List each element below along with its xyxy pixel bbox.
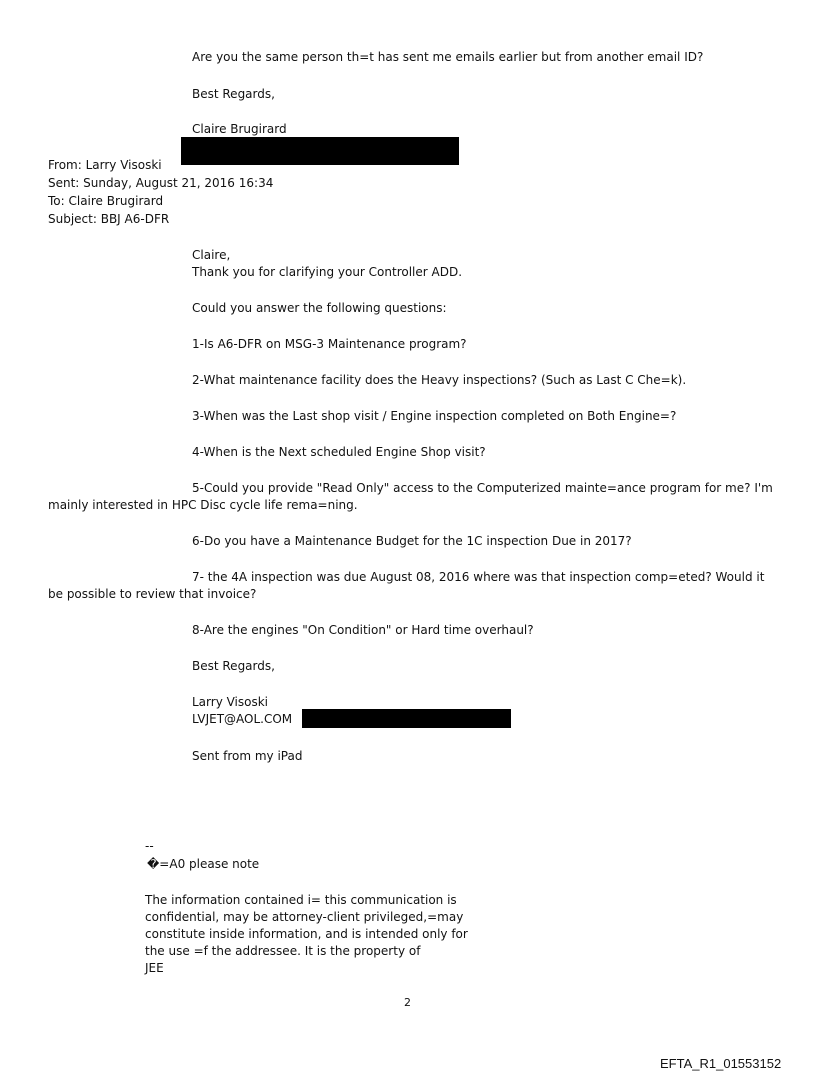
header-to: To: Claire Brugirard	[48, 194, 164, 208]
question-6: 6-Do you have a Maintenance Budget for the 1C inspection Due in 2017?	[192, 534, 632, 548]
redaction-block	[302, 709, 511, 728]
redaction-block	[181, 137, 459, 165]
question-4: 4-When is the Next scheduled Engine Shop visit?	[192, 445, 486, 459]
question-7-line-1: 7- the 4A inspection was due August 08, 2016 where was that inspection comp=eted? Would it	[192, 570, 765, 584]
question-2: 2-What maintenance facility does the Heavy inspections? (Such as Last C Che=k).	[192, 373, 687, 387]
footer-dashes: --	[145, 839, 154, 853]
sent-from: Sent from my iPad	[192, 749, 303, 763]
body-greeting: Claire,	[192, 248, 231, 262]
disclaimer-line-1: The information contained i= this communication is	[145, 893, 457, 907]
body-thanks: Thank you for clarifying your Controller ADD.	[192, 265, 463, 279]
reply-signature: Claire Brugirard	[192, 122, 287, 136]
signature-name: Larry Visoski	[192, 695, 269, 709]
disclaimer-line-5: JEE	[145, 961, 164, 975]
question-8: 8-Are the engines "On Condition" or Hard time overhaul?	[192, 623, 534, 637]
disclaimer-line-3: constitute inside information, and is intended only for	[145, 927, 468, 941]
question-3: 3-When was the Last shop visit / Engine inspection completed on Both Engine=?	[192, 409, 677, 423]
header-subject: Subject: BBJ A6-DFR	[48, 212, 170, 226]
body-closing: Best Regards,	[192, 659, 275, 673]
page-number: 2	[404, 996, 411, 1009]
header-sent: Sent: Sunday, August 21, 2016 16:34	[48, 176, 274, 190]
question-5-line-2: mainly interested in HPC Disc cycle life rema=ning.	[48, 498, 358, 512]
signature-email: LVJET@AOL.COM	[192, 712, 293, 726]
reply-closing: Best Regards,	[192, 87, 275, 101]
header-from: From: Larry Visoski	[48, 158, 162, 172]
question-5-line-1: 5-Could you provide "Read Only" access to the Computerized mainte=ance program for me? I'm	[192, 481, 773, 495]
question-7-line-2: be possible to review that invoice?	[48, 587, 257, 601]
disclaimer-line-4: the use =f the addressee. It is the property of	[145, 944, 421, 958]
footer-please-note: �=A0 please note	[147, 857, 260, 871]
reply-question: Are you the same person th=t has sent me emails earlier but from another email ID?	[192, 50, 704, 64]
body-intro: Could you answer the following questions:	[192, 301, 447, 315]
question-1: 1-Is A6-DFR on MSG-3 Maintenance program?	[192, 337, 467, 351]
disclaimer-line-2: confidential, may be attorney-client privileged,=may	[145, 910, 464, 924]
document-id: EFTA_R1_01553152	[660, 1056, 782, 1071]
